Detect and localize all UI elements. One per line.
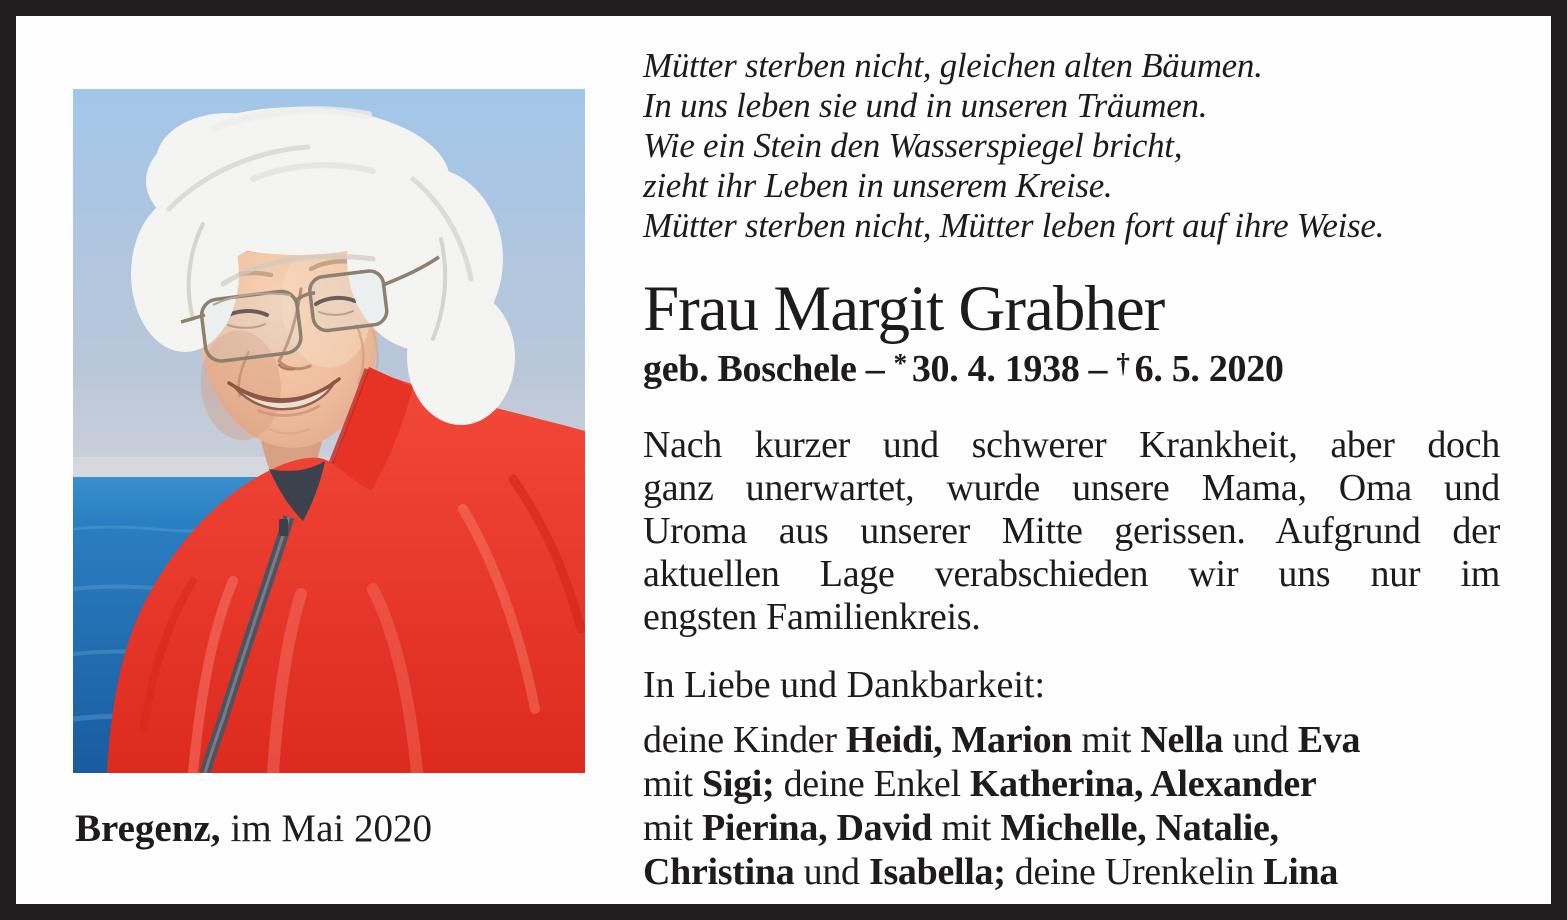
month-year: im Mai 2020	[230, 807, 432, 850]
obituary-text-line: Nach kurzer und schwerer Krankheit, aber doch	[643, 424, 1500, 466]
family-text: mit	[643, 807, 702, 849]
obituary-text	[643, 424, 1500, 639]
family-paragraph	[643, 718, 1500, 894]
family-line	[643, 850, 1500, 894]
obituary-text-line: Uroma aus unserer Mitte gerissen. Aufgrund der	[643, 510, 1500, 552]
obituary-text-line: aktuellen Lage verabschieden wir uns nur im	[643, 553, 1500, 595]
family-member-name: Pierina, David	[701, 807, 933, 849]
dash: –	[1088, 348, 1108, 390]
maiden-name: geb. Boschele –	[643, 348, 885, 390]
place: Bregenz,	[75, 807, 221, 850]
family-text: deine Kinder	[643, 719, 846, 761]
family-member-name: Lina	[1263, 851, 1339, 893]
poem-line: Mütter sterben nicht, Mütter leben fort auf ihre Weise.	[643, 206, 1385, 245]
family-text: deine Enkel	[774, 763, 970, 805]
text-column	[643, 46, 1500, 894]
obituary-text-line: ganz unerwartet, wurde unsere Mama, Oma und	[643, 467, 1500, 509]
deceased-name: Frau Margit Grabher	[643, 273, 1165, 345]
family-text: mit	[1072, 719, 1141, 761]
poem-line: Wie ein Stein den Wasserspiegel bricht,	[643, 126, 1183, 165]
family-text: und	[1223, 719, 1298, 761]
birth-death-line	[643, 346, 1500, 395]
poem-line: In uns leben sie und in unseren Träumen.	[643, 86, 1208, 125]
family-member-name: Eva	[1297, 719, 1361, 761]
poem-line: zieht ihr Leben in unserem Kreise.	[643, 166, 1113, 205]
family-text: mit	[643, 763, 702, 805]
family-member-name: Michelle, Natalie,	[1000, 807, 1279, 849]
family-member-name: Sigi;	[701, 763, 775, 805]
death-cross-symbol: †	[1116, 347, 1130, 378]
family-member-name: Nella	[1140, 719, 1224, 761]
family-line	[643, 762, 1500, 806]
family-line	[643, 806, 1500, 850]
portrait-photo	[73, 89, 585, 773]
birth-date: 30. 4. 1938	[911, 348, 1080, 390]
family-text: und	[794, 851, 869, 893]
family-line	[643, 718, 1500, 762]
obituary-text-line: engsten Familienkreis.	[643, 596, 981, 638]
birth-star-symbol: *	[893, 347, 907, 378]
closing-line: In Liebe und Dankbarkeit:	[643, 664, 1046, 706]
poem	[643, 46, 1500, 246]
portrait-photo-illustration	[73, 89, 585, 773]
poem-line: Mütter sterben nicht, gleichen alten Bäumen.	[643, 46, 1263, 85]
family-text: mit	[932, 807, 1001, 849]
family-text: deine Urenkelin	[1005, 851, 1264, 893]
place-date-line	[75, 806, 432, 852]
family-member-name: Katherina, Alexander	[969, 763, 1317, 805]
family-member-name: Heidi, Marion	[845, 719, 1073, 761]
family-member-name: Isabella;	[868, 851, 1006, 893]
family-member-name: Christina	[643, 851, 795, 893]
death-date: 6. 5. 2020	[1134, 348, 1284, 390]
